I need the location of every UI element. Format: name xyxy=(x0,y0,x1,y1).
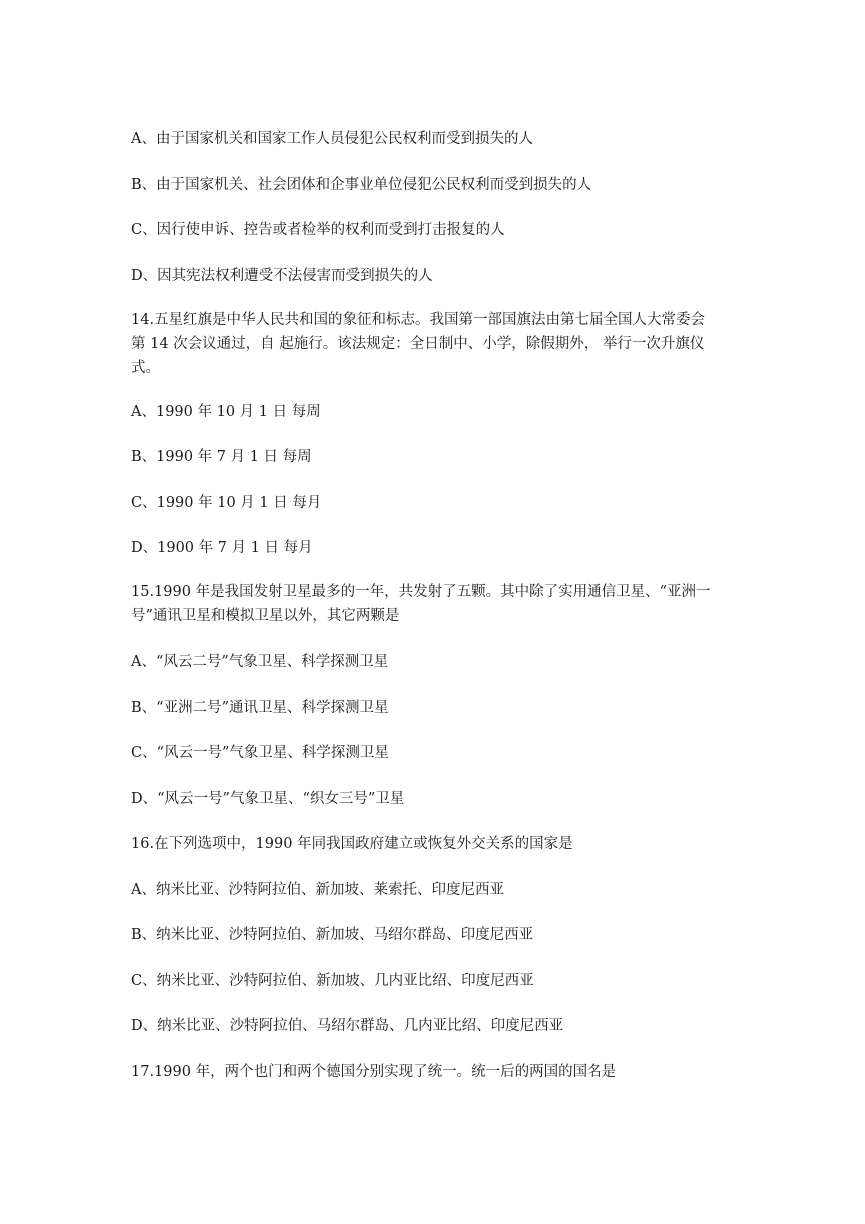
q16-option-a: A、纳米比亚、沙特阿拉伯、新加坡、莱索托、印度尼西亚 xyxy=(131,882,504,898)
q17-stem: 17.1990 年，两个也门和两个德国分别实现了统一。统一后的两国的国名是 xyxy=(131,1064,617,1080)
q16-option-c: C、纳米比亚、沙特阿拉伯、新加坡、几内亚比绍、印度尼西亚 xyxy=(131,973,534,989)
q16-option-b: B、纳米比亚、沙特阿拉伯、新加坡、马绍尔群岛、印度尼西亚 xyxy=(131,927,534,943)
q16-stem: 16.在下列选项中，1990 年同我国政府建立或恢复外交关系的国家是 xyxy=(131,836,573,852)
q14-stem-line-1: 14.五星红旗是中华人民共和国的象征和标志。我国第一部国旗法由第七届全国人大常委会 xyxy=(131,312,706,328)
q13-option-b: B、由于国家机关、社会团体和企事业单位侵犯公民权利而受到损失的人 xyxy=(131,177,592,193)
q13-option-c: C、因行使申诉、控告或者检举的权利而受到打击报复的人 xyxy=(131,222,505,238)
q13-option-d: D、因其宪法权利遭受不法侵害而受到损失的人 xyxy=(131,268,433,284)
q14-option-c: C、1990 年 10 月 1 日 每月 xyxy=(131,495,322,511)
q14-stem-line-2: 第 14 次会议通过，自 起施行。该法规定：全日制中、小学，除假期外， 举行一次升旗仪 xyxy=(131,336,705,352)
q15-option-d: D、“风云一号”气象卫星、“织女三号”卫星 xyxy=(131,791,405,807)
q15-option-b: B、“亚洲二号”通讯卫星、科学探测卫星 xyxy=(131,700,389,716)
q15-option-a: A、“风云二号”气象卫星、科学探测卫星 xyxy=(131,654,389,670)
q13-option-a: A、由于国家机关和国家工作人员侵犯公民权利而受到损失的人 xyxy=(131,131,533,147)
q14-option-d: D、1900 年 7 月 1 日 每月 xyxy=(131,540,313,556)
q14-option-a: A、1990 年 10 月 1 日 每周 xyxy=(131,404,321,420)
q14-stem xyxy=(131,308,741,380)
q15-stem-line-2: 号”通讯卫星和模拟卫星以外，其它两颗是 xyxy=(131,608,400,624)
q14-stem-line-3: 式。 xyxy=(131,360,160,376)
q16-option-d: D、纳米比亚、沙特阿拉伯、马绍尔群岛、几内亚比绍、印度尼西亚 xyxy=(131,1018,564,1034)
q14-option-b: B、1990 年 7 月 1 日 每周 xyxy=(131,449,312,465)
q15-option-c: C、“风云一号”气象卫星、科学探测卫星 xyxy=(131,745,389,761)
q15-stem xyxy=(131,580,741,628)
q15-stem-line-1: 15.1990 年是我国发射卫星最多的一年，共发射了五颗。其中除了实用通信卫星、“亚洲一 xyxy=(131,584,711,600)
